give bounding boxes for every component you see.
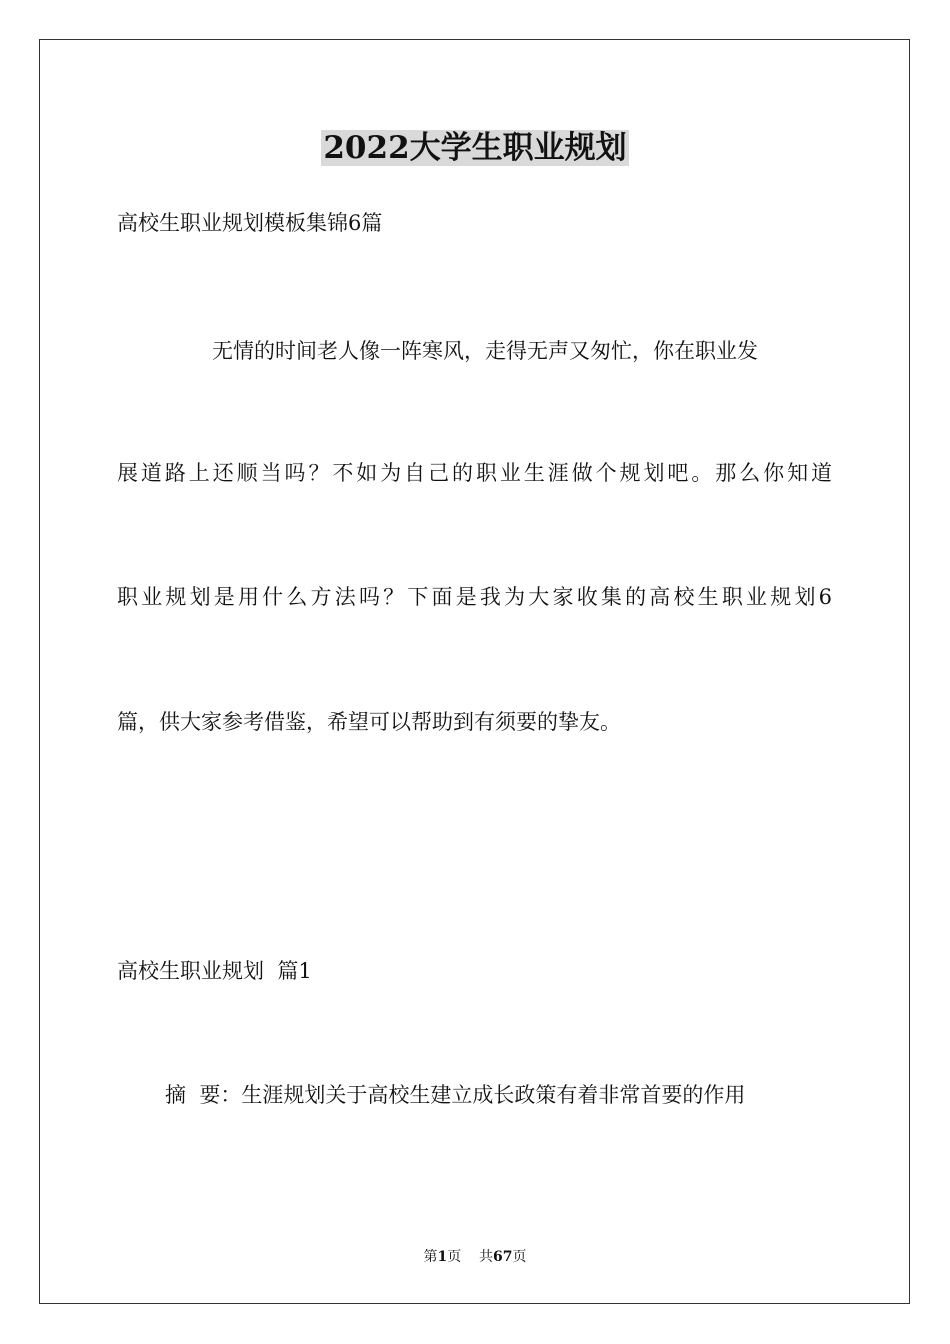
abstract-line: 摘 要：生涯规划关于高校生建立成长政策有着非常首要的作用 <box>165 1083 746 1107</box>
document-title <box>0 126 950 170</box>
intro-line-3: 职业规划是用什么方法吗？下面是我为大家收集的高校生职业规划6 <box>117 585 832 609</box>
footer-page-suffix: 页 <box>447 1249 462 1265</box>
document-subtitle: 高校生职业规划模板集锦6篇 <box>117 211 383 235</box>
intro-line-2: 展道路上还顺当吗？不如为自己的职业生涯做个规划吧。那么你知道 <box>117 461 832 485</box>
intro-line-1: 无情的时间老人像一阵寒风，走得无声又匆忙，你在职业发 <box>212 339 758 363</box>
footer-page-prefix: 第 <box>423 1249 438 1265</box>
section-heading: 高校生职业规划 篇1 <box>117 959 312 983</box>
footer-total-pages: 67 <box>493 1249 513 1265</box>
intro-line-4: 篇，供大家参考借鉴，希望可以帮助到有须要的挚友。 <box>117 710 621 734</box>
footer-total-prefix: 共 <box>479 1249 494 1265</box>
footer-page-number: 1 <box>437 1249 448 1265</box>
document-title-text: 2022大学生职业规划 <box>323 130 627 166</box>
footer-total-suffix: 页 <box>512 1249 527 1265</box>
page-footer <box>0 1247 950 1267</box>
